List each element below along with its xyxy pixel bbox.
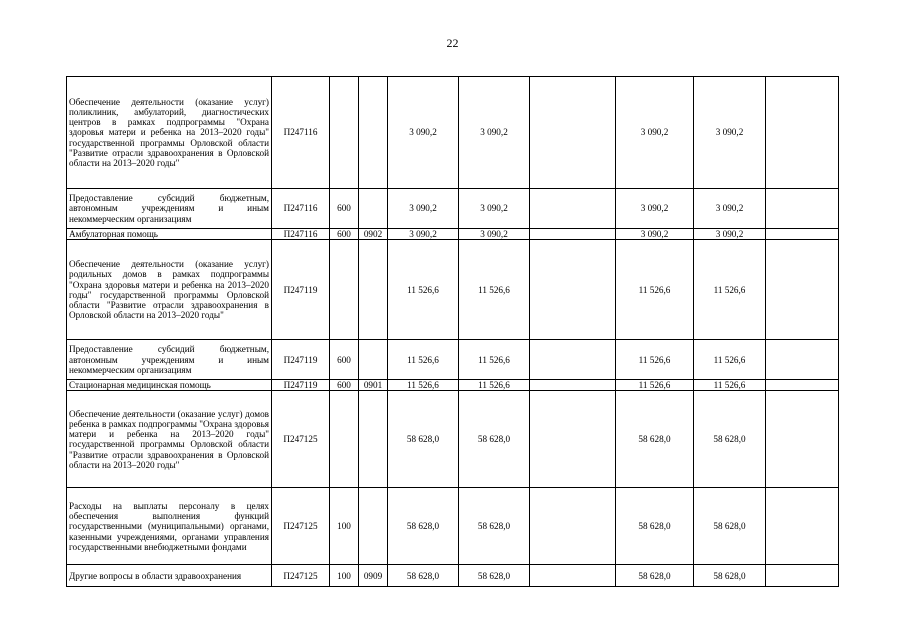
target-code: П247119 [272,240,330,340]
amount-col-5: 11 526,6 [694,240,766,340]
expense-type-code: 600 [330,229,359,240]
section-code [359,189,388,229]
section-code: 0909 [359,565,388,587]
amount-col-4: 11 526,6 [616,240,694,340]
target-code: П247125 [272,565,330,587]
amount-col-4: 11 526,6 [616,340,694,380]
table-row [67,240,839,340]
section-code [359,77,388,189]
amount-col-1: 11 526,6 [388,340,459,380]
amount-col-3 [530,340,616,380]
budget-table [66,76,839,587]
table-row [67,380,839,391]
target-code: П247116 [272,77,330,189]
target-code: П247125 [272,391,330,488]
amount-col-5: 3 090,2 [694,229,766,240]
amount-col-2: 11 526,6 [459,380,530,391]
amount-col-4: 3 090,2 [616,189,694,229]
section-code: 0902 [359,229,388,240]
amount-col-3 [530,488,616,565]
amount-col-5: 58 628,0 [694,565,766,587]
expense-type-code: 600 [330,189,359,229]
row-description: Предоставление субсидий бюджетным, автономным учреждениям и иным некоммерческим организациям [67,340,272,380]
amount-col-2: 58 628,0 [459,391,530,488]
target-code: П247119 [272,380,330,391]
section-code: 0901 [359,380,388,391]
amount-col-2: 11 526,6 [459,340,530,380]
expense-type-code: 100 [330,565,359,587]
table-row [67,391,839,488]
row-description: Другие вопросы в области здравоохранения [67,565,272,587]
row-description: Предоставление субсидий бюджетным, автономным учреждениям и иным некоммерческим организациям [67,189,272,229]
expense-type-code [330,77,359,189]
amount-col-1: 3 090,2 [388,229,459,240]
table-row [67,565,839,587]
section-code [359,391,388,488]
table-row [67,340,839,380]
amount-col-4: 58 628,0 [616,488,694,565]
row-description: Расходы на выплаты персоналу в целях обеспечения выполнения функций государственными (муниципальными) органами, казенными учреждениями, органами управления государственными внебюджетными фондами [67,488,272,565]
amount-col-2: 11 526,6 [459,240,530,340]
amount-col-1: 3 090,2 [388,189,459,229]
expense-type-code: 100 [330,488,359,565]
amount-col-1: 11 526,6 [388,240,459,340]
amount-col-4: 11 526,6 [616,380,694,391]
amount-col-5: 3 090,2 [694,77,766,189]
amount-col-4: 3 090,2 [616,229,694,240]
amount-col-3 [530,565,616,587]
amount-col-5: 11 526,6 [694,380,766,391]
amount-col-6 [766,391,839,488]
amount-col-3 [530,240,616,340]
target-code: П247125 [272,488,330,565]
table-row [67,77,839,189]
amount-col-6 [766,77,839,189]
row-description: Обеспечение деятельности (оказание услуг) родильных домов в рамках подпрограммы "Охрана здоровья матери и ребенка на 2013–2020 годы" государственной программы Орловской области "Развитие отрасли здравоохранения в Орловской области на 2013–2020 годы" [67,240,272,340]
target-code: П247116 [272,189,330,229]
amount-col-6 [766,340,839,380]
amount-col-4: 58 628,0 [616,391,694,488]
amount-col-4: 58 628,0 [616,565,694,587]
amount-col-1: 11 526,6 [388,380,459,391]
table-row [67,229,839,240]
expense-type-code: 600 [330,340,359,380]
amount-col-5: 11 526,6 [694,340,766,380]
section-code [359,488,388,565]
amount-col-1: 58 628,0 [388,488,459,565]
table-row [67,488,839,565]
amount-col-6 [766,488,839,565]
amount-col-3 [530,380,616,391]
target-code: П247119 [272,340,330,380]
amount-col-5: 3 090,2 [694,189,766,229]
amount-col-3 [530,229,616,240]
table-row [67,189,839,229]
expense-type-code [330,240,359,340]
amount-col-2: 3 090,2 [459,77,530,189]
row-description: Обеспечение деятельности (оказание услуг) домов ребенка в рамках подпрограммы "Охрана здоровья матери и ребенка на 2013–2020 годы" государственной программы Орловской области "Развитие отрасли здравоохранения в Орловской области на 2013–2020 годы" [67,391,272,488]
amount-col-1: 3 090,2 [388,77,459,189]
expense-type-code: 600 [330,380,359,391]
amount-col-1: 58 628,0 [388,391,459,488]
page-number: 22 [446,36,459,50]
amount-col-2: 58 628,0 [459,488,530,565]
expense-type-code [330,391,359,488]
row-description: Стационарная медицинская помощь [67,380,272,391]
amount-col-6 [766,240,839,340]
amount-col-2: 3 090,2 [459,189,530,229]
amount-col-6 [766,229,839,240]
amount-col-2: 58 628,0 [459,565,530,587]
amount-col-3 [530,391,616,488]
target-code: П247116 [272,229,330,240]
section-code [359,340,388,380]
amount-col-5: 58 628,0 [694,391,766,488]
row-description: Амбулаторная помощь [67,229,272,240]
amount-col-4: 3 090,2 [616,77,694,189]
amount-col-1: 58 628,0 [388,565,459,587]
amount-col-2: 3 090,2 [459,229,530,240]
row-description: Обеспечение деятельности (оказание услуг) поликлиник, амбулаторий, диагностических центров в рамках подпрограммы "Охрана здоровья матери и ребенка на 2013–2020 годы" государственной программы Орловской области "Развитие отрасли здравоохранения в Орловской области на 2013–2020 годы" [67,77,272,189]
amount-col-6 [766,565,839,587]
amount-col-6 [766,189,839,229]
amount-col-3 [530,77,616,189]
amount-col-6 [766,380,839,391]
amount-col-3 [530,189,616,229]
section-code [359,240,388,340]
amount-col-5: 58 628,0 [694,488,766,565]
